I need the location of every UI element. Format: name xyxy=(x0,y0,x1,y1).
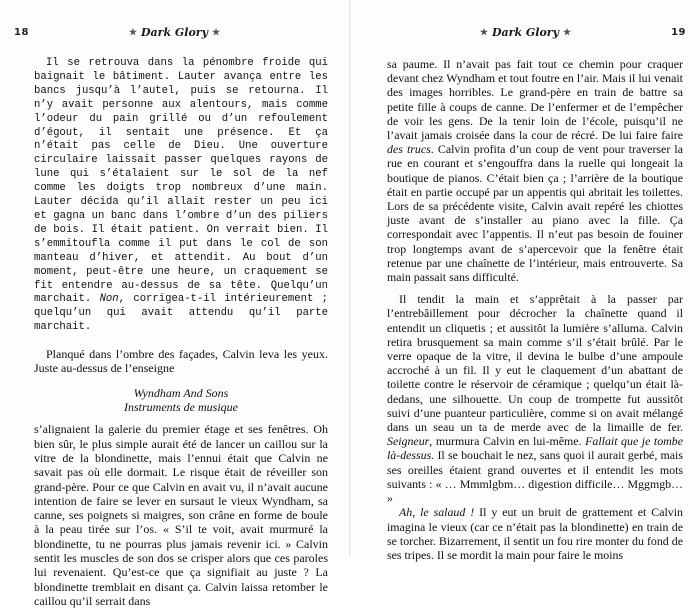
right-page-header xyxy=(351,27,700,41)
paragraph-text: , corrigea-t-il intérieurement ; quelqu’un qui avait attendu qu’il parte marchait. xyxy=(34,293,329,334)
star-icon: ★ xyxy=(128,28,137,38)
sign-line: Instruments de musique xyxy=(124,400,238,415)
right-page xyxy=(351,0,700,562)
paragraph-emphasis: Ah, le salaud ! xyxy=(399,505,475,520)
paragraph-emphasis: Fallait que je tombe là-dessus. xyxy=(387,434,683,463)
paragraph-text: s’alignaient la galerie du premier étage et ses fenêtres. Oh bien sûr, le plus simple aurait été de lancer un caillou sur la vitre de la blondinette, mais l’ennui était que Calvin ne savait pas où elle dormait. Le risque était de réveiller son grand-père. Pour ce que Calvin en avait vu, il n’avait aucune intention de faire se lever en sursaut le vieux Wyndham, sa canne, ses poignets si maigres, son crâne en forme de boule à la peau tirée sur l’os. « S’il te voit, avait murmuré la blondinette, tu ne pourras plus jamais revenir ici. » Calvin sentit les muscles de son dos se crisper alors que ces paroles lui revenaient. Qu’est-ce que ça signifiait au juste ? La blondinette tremblait en disant ça. Calvin laissa retomber le caillou qu’il serrait dans xyxy=(34,422,328,608)
left-page xyxy=(0,0,349,608)
running-head-title: Dark Glory xyxy=(140,26,208,39)
sign-line: Wyndham And Sons xyxy=(133,385,229,400)
running-head xyxy=(0,26,349,39)
paragraph-emphasis: des trucs xyxy=(387,142,431,157)
shop-sign xyxy=(34,386,328,415)
paragraph-text: Planqué dans l’ombre des façades, Calvin leva les yeux. Juste au-dessus de l’enseigne xyxy=(34,347,328,376)
paragraph-emphasis: Seigneur xyxy=(387,434,430,449)
paragraph-text: , murmura Calvin en lui-même. xyxy=(429,434,582,449)
paragraph-text: Il se retrouva dans la pénombre froide qui baignait le bâtiment. Lauter avança entre les bancs jusqu’à l’autel, puis se retourna. Il n’y avait personne aux alentours, mais comme l’odeur du pain grillé ou d’un refoulement d’égout, il sentait une présence. Et ça n’était pas celle de Dieu. Une ouverture circulaire laissait passer quelques rayons de lune qui s’étalaient sur le sol de la nef comme les doigts trop nombreux d’une main. Lauter décida qu’il allait rester un peu ici et gagna un banc dans l’ombre d’un des piliers de bois. Il était patient. On verrait bien. Il s’emmitoufla comme il put dans le col de son manteau d’hiver, et attendit. Au bout d’un moment, peut-être une heure, un craquement se fit entendre au-dessus de sa tête. Quelqu’un marchait. xyxy=(34,57,328,306)
paragraph xyxy=(387,505,683,562)
running-head xyxy=(351,26,700,39)
paragraph-text: Il y eut un bruit de grattement et Calvin imagina le vieux (car ce n’était pas la blondinette) en train de se torcher. Bizarrement, il sentit un fou rire monter du fond de ses tripes. Il se mordit la main pour faire le moins xyxy=(387,505,683,562)
paragraph-emphasis: Non xyxy=(99,293,119,306)
right-page-body xyxy=(387,57,683,562)
star-icon: ★ xyxy=(563,28,572,38)
left-page-body xyxy=(34,57,328,608)
paragraph-text: Il se bouchait le nez, sans quoi il aurait gerbé, mais ses oreilles étaient grand ouvertes et il entendit les mots suivants : « … Mmmlgbm… digestion difficile… Mggmgb… » xyxy=(387,448,683,506)
paragraph xyxy=(387,57,683,284)
paragraph-text: Il tendit la main et s’apprêtait à la passer par l’entrebâillement pour décrocher la chaînette quand il entendit un cliquetis ; et aussitôt la lumière s’alluma. Calvin retira brusquement sa main comme s’il s’était brûlé. Par le verre opaque de la vitre, il devina le bulbe d’une ampoule accroché à un fil. Il y eut le claquement d’un abattant de toilette contre le réservoir de céramique ; quelqu’un était là-dedans, une silhouette. Un coup de trompette fut aussitôt suivi d’une puanteur particulière, comme si on avait mélangé dans un seau un ta de merde avec de la limaille de fer. xyxy=(387,292,683,435)
running-head-title: Dark Glory xyxy=(491,26,559,39)
paragraph xyxy=(34,422,328,608)
star-icon: ★ xyxy=(479,28,488,38)
paragraph xyxy=(34,57,328,335)
star-icon: ★ xyxy=(212,28,221,38)
page-number: 18 xyxy=(14,27,29,38)
page-number: 19 xyxy=(671,27,686,38)
paragraph-text: sa paume. Il n’avait pas fait tout ce chemin pour craquer devant chez Wyndham et tout foutre en l’air. Mais il lui venait des images horribles. Le grand-père en train de battre sa petite fille à coups de canne. De l’enfermer et de l’empêcher de voir les gens. De la tenir loin de l’école, puisqu’il ne l’avait jamais croisée dans la cour de récré. De lui faire faire xyxy=(387,57,683,143)
paragraph-text: . Calvin profita d’un coup de vent pour traverser la rue en courant et s’engouffra dans la ruelle qui longeait la boutique de pianos. C’était bien ça ; l’arrière de la boutique était en partie occupé par un appentis qui abritait les toilettes. Lors de sa précédente visite, Calvin avait repéré les chiottes juste avant de s’installer au piano avec la fille. Ça correspondait avec l’appentis. Il n’eut pas besoin de fouiner trop longtemps avant de s’apercevoir que la fenêtre était retenue par une chaînette de l’intérieur, mais entrouverte. Sa main passait sans difficulté. xyxy=(387,142,683,285)
paragraph xyxy=(387,292,683,505)
left-page-header xyxy=(0,27,349,41)
paragraph xyxy=(34,347,328,376)
